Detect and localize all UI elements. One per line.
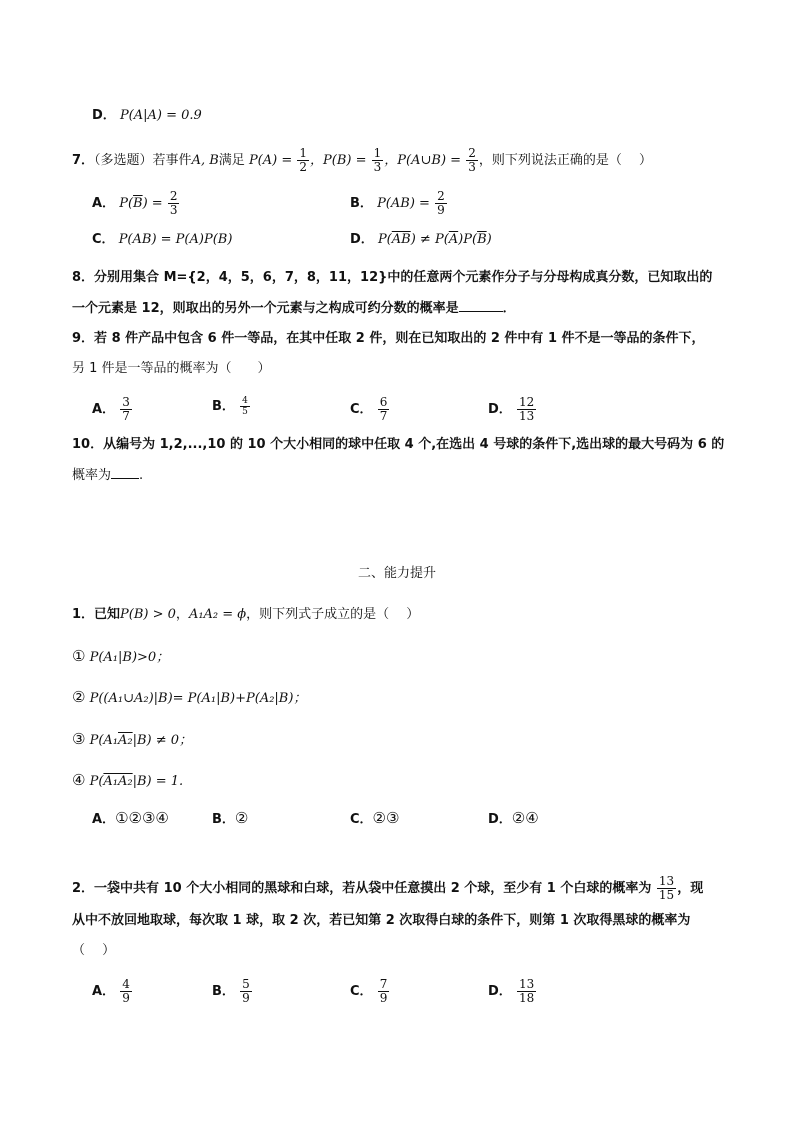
question-text: . bbox=[139, 468, 144, 483]
statement-marker: ① bbox=[72, 647, 86, 665]
fraction: $\frac{4}{5}$ bbox=[242, 396, 248, 417]
ability-2-option-b bbox=[212, 978, 253, 1005]
ability-question-2-line-3: （ ） bbox=[72, 943, 116, 958]
question-9-line-1: 9．若 8 件产品中包含 6 件一等品，在其中任取 2 件，则在已知取出的 2 件中有 1 件不是一等品的条件下， bbox=[72, 331, 705, 346]
option-label: A． bbox=[92, 812, 116, 827]
q7-option-c bbox=[92, 230, 232, 250]
option-expression: P(AB) = P(A)P(B) bbox=[118, 232, 233, 247]
fraction: $\frac{12}{13}$ bbox=[518, 395, 535, 423]
q9-option-a bbox=[92, 396, 133, 423]
q9-option-d bbox=[488, 396, 537, 423]
complement-symbol: A₂ bbox=[118, 733, 133, 748]
events-symbol: A, B bbox=[191, 153, 219, 168]
option-label: D． bbox=[350, 232, 374, 247]
fraction: $\frac{5}{9}$ bbox=[242, 977, 250, 1005]
option-label: C． bbox=[92, 232, 115, 247]
condition-expression: P(B) > 0 bbox=[120, 607, 176, 622]
question-text: 1．已知 bbox=[72, 607, 121, 622]
q6-option-d bbox=[92, 106, 202, 126]
option-text: ①②③④ bbox=[115, 809, 169, 827]
option-label: B． bbox=[212, 399, 235, 414]
option-label: C． bbox=[350, 984, 373, 999]
statement-3 bbox=[72, 729, 192, 751]
question-8-line-1: 8．分别用集合 M={2，4，5，6，7，8，11，12}中的任意两个元素作分子与分母构成真分数，已知取出的 bbox=[72, 270, 713, 285]
fraction: $\frac{6}{7}$ bbox=[379, 395, 388, 423]
option-expression: P(AB) = bbox=[377, 196, 430, 211]
fraction: $\frac{4}{9}$ bbox=[122, 977, 130, 1005]
question-10-line-1: 10．从编号为 1,2,...,10 的 10 个大小相同的球中任取 4 个,在选出 4 号球的条件下,选出球的最大号码为 6 的 bbox=[72, 437, 725, 452]
ability-2-option-c bbox=[350, 978, 390, 1005]
complement-symbol: $\overline{AB}$ bbox=[391, 232, 411, 247]
q7-option-a bbox=[92, 190, 180, 217]
q9-option-c bbox=[350, 396, 390, 423]
statement-1 bbox=[72, 646, 169, 668]
option-expression: P(A|A) = 0.9 bbox=[119, 108, 202, 123]
condition-expression: A₁A₂ = ϕ bbox=[188, 607, 247, 622]
union-expression: ，P(A∪B) = bbox=[384, 153, 462, 168]
ability-2-option-d bbox=[488, 978, 537, 1005]
option-expression: P( bbox=[377, 232, 392, 247]
option-label: D． bbox=[488, 402, 512, 417]
q9-option-b bbox=[212, 396, 251, 417]
fraction: $\frac{1}{3}$ bbox=[373, 146, 382, 174]
option-label: A． bbox=[92, 984, 116, 999]
option-label: A． bbox=[92, 402, 116, 417]
question-text: （多选题）若事件 bbox=[94, 153, 192, 168]
option-text: ②④ bbox=[511, 809, 539, 827]
statement-marker: ② bbox=[72, 688, 86, 706]
option-label: C． bbox=[350, 402, 373, 417]
statement-expression: |B) ≠ 0； bbox=[132, 733, 193, 748]
statement-expression: P(A₁ bbox=[89, 733, 119, 748]
question-9-line-2: 另 1 件是一等品的概率为（ ） bbox=[72, 361, 271, 376]
option-label: A． bbox=[92, 196, 116, 211]
fraction: $\frac{2}{9}$ bbox=[437, 189, 445, 217]
complement-symbol: $\overline{B}$ bbox=[477, 232, 487, 247]
section-title: 二、能力提升 bbox=[357, 566, 436, 581]
statement-2 bbox=[72, 687, 306, 709]
statement-expression: P((A₁∪A₂)|B)= P(A₁|B)+P(A₂|B)； bbox=[89, 691, 307, 706]
question-text: ， bbox=[175, 607, 189, 622]
option-text: ②③ bbox=[372, 809, 400, 827]
question-number: 7． bbox=[72, 153, 95, 168]
fraction: $\frac{2}{3}$ bbox=[169, 189, 178, 217]
pa-expression: P(A) = bbox=[248, 153, 293, 168]
option-label: D． bbox=[488, 812, 512, 827]
ability-1-option-a bbox=[92, 808, 169, 830]
option-label: D． bbox=[488, 984, 512, 999]
ability-1-option-b bbox=[212, 808, 248, 830]
option-label: B． bbox=[212, 812, 235, 827]
question-text: ，则下列式子成立的是（ ） bbox=[246, 607, 420, 622]
question-text: 概率为 bbox=[72, 468, 112, 483]
q7-option-d bbox=[350, 230, 492, 250]
ability-1-option-d bbox=[488, 808, 539, 830]
question-text: 2．一袋中共有 10 个大小相同的黑球和白球，若从袋中任意摸出 2 个球，至少有 1 个白球的概率为 bbox=[72, 881, 652, 896]
option-text: ② bbox=[234, 809, 249, 827]
question-text: ，现 bbox=[677, 881, 704, 896]
question-text: ，则下列说法正确的是（ ） bbox=[478, 153, 652, 168]
statement-marker: ③ bbox=[72, 730, 86, 748]
q7-option-b bbox=[350, 190, 448, 217]
fraction: $\frac{7}{9}$ bbox=[379, 977, 388, 1005]
fraction: $\frac{13}{15}$ bbox=[658, 874, 675, 902]
question-text: 满足 bbox=[218, 153, 245, 168]
fraction: $\frac{13}{18}$ bbox=[518, 977, 535, 1005]
fraction: $\frac{2}{3}$ bbox=[468, 146, 476, 174]
statement-expression: P( bbox=[89, 774, 104, 789]
ability-2-option-a bbox=[92, 978, 133, 1005]
answer-blank bbox=[111, 465, 139, 479]
complement-symbol: $\overline{A}$ bbox=[448, 232, 459, 247]
statement-4 bbox=[72, 770, 183, 792]
option-expression: P( bbox=[119, 196, 134, 211]
ability-question-2-line-1 bbox=[72, 875, 703, 902]
ability-question-2-line-2: 从中不放回地取球，每次取 1 球，取 2 次，若已知第 2 次取得白球的条件下，则第 1 次取得黑球的概率为 bbox=[72, 913, 691, 928]
question-text: ． bbox=[502, 301, 516, 316]
statement-expression: |B) = 1. bbox=[132, 774, 184, 789]
ability-1-option-c bbox=[350, 808, 399, 830]
statement-marker: ④ bbox=[72, 771, 86, 789]
complement-symbol: A₁A₂ bbox=[103, 774, 133, 789]
option-expression: )P( bbox=[458, 232, 478, 247]
complement-symbol: $\overline{B}$ bbox=[133, 196, 143, 211]
option-label: B． bbox=[350, 196, 373, 211]
option-expression: ) = bbox=[142, 196, 163, 211]
ability-question-1-stem bbox=[72, 605, 419, 625]
option-label: B． bbox=[212, 984, 235, 999]
question-10-line-2 bbox=[72, 465, 143, 486]
fraction: $\frac{1}{2}$ bbox=[299, 146, 308, 174]
option-expression: ) ≠ P( bbox=[410, 232, 449, 247]
answer-blank bbox=[459, 298, 503, 312]
statement-expression: P(A₁|B)>0； bbox=[89, 650, 170, 665]
question-7-stem bbox=[72, 147, 652, 174]
question-text: 一个元素是 12，则取出的另外一个元素与之构成可约分数的概率是 bbox=[72, 301, 459, 316]
question-8-line-2 bbox=[72, 298, 516, 319]
pb-expression: ，P(B) = bbox=[310, 153, 367, 168]
option-label: D． bbox=[92, 108, 116, 123]
option-label: C． bbox=[350, 812, 373, 827]
fraction: $\frac{3}{7}$ bbox=[122, 395, 130, 423]
option-expression: ) bbox=[486, 232, 492, 247]
